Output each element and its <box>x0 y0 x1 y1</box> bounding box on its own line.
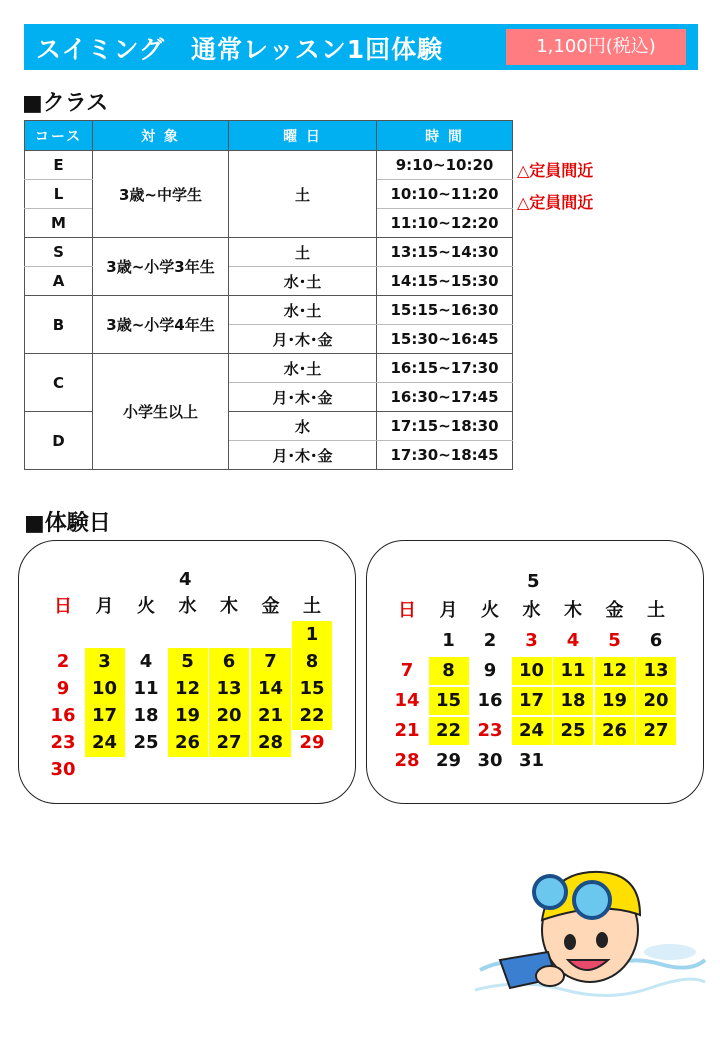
header-target: 対 象 <box>93 121 229 151</box>
table-row <box>25 238 513 267</box>
weekday-header: 日 <box>398 600 416 621</box>
day-cell: 月･木･金 <box>229 325 377 354</box>
calendar-day: 4 <box>566 630 580 651</box>
weekday-header: 土 <box>647 600 665 621</box>
day-cell: 水･土 <box>229 354 377 383</box>
title-banner <box>24 24 698 70</box>
trial-day: 8 <box>429 657 469 685</box>
course-cell: S <box>25 238 93 267</box>
course-cell: M <box>25 209 93 238</box>
time-cell: 16:30~17:45 <box>377 383 513 412</box>
trial-day: 24 <box>85 729 125 757</box>
trial-day: 17 <box>85 702 125 730</box>
weekday-header: 火 <box>137 596 155 617</box>
trial-day: 15 <box>292 675 332 703</box>
trial-day: 27 <box>209 729 249 757</box>
calendar-day: 16 <box>50 705 76 726</box>
calendar-day: 25 <box>133 732 159 753</box>
weekday-header: 日 <box>54 596 72 617</box>
trial-day: 12 <box>595 657 635 685</box>
trial-day: 28 <box>251 729 291 757</box>
trial-section-heading: ■体験日 <box>24 511 111 536</box>
day-cell: 月･木･金 <box>229 441 377 470</box>
price-badge: 1,100円(税込) <box>506 29 686 65</box>
class-section-heading: ■クラス <box>22 91 109 116</box>
calendar-day: 29 <box>435 750 462 771</box>
calendar-day: 14 <box>394 690 420 711</box>
header-course: コース <box>25 121 93 151</box>
trial-day: 18 <box>553 687 593 715</box>
target-cell: 3歳~小学3年生 <box>93 238 229 296</box>
calendar-april <box>18 540 356 804</box>
trial-day: 26 <box>168 729 208 757</box>
calendar-day: 9 <box>483 660 497 681</box>
trial-day: 20 <box>636 687 676 715</box>
calendar-day: 9 <box>56 678 70 699</box>
capacity-note: △定員間近 <box>517 193 594 212</box>
table-row <box>25 296 513 325</box>
weekday-header: 月 <box>439 600 458 621</box>
goggles-icon <box>534 876 566 908</box>
trial-day: 13 <box>209 675 249 703</box>
time-cell: 14:15~15:30 <box>377 267 513 296</box>
calendar-day: 21 <box>394 720 420 741</box>
course-cell: E <box>25 151 93 180</box>
trial-day: 12 <box>168 675 208 703</box>
header-time: 時 間 <box>377 121 513 151</box>
calendar-day: 3 <box>525 630 538 651</box>
table-row <box>25 151 513 180</box>
calendar-day: 16 <box>477 690 503 711</box>
calendar-day: 4 <box>139 651 153 672</box>
swimmer-mascot-illustration <box>470 860 710 1020</box>
calendar-day: 7 <box>400 660 414 681</box>
day-cell: 水･土 <box>229 267 377 296</box>
trial-day: 7 <box>251 648 291 676</box>
weekday-header: 金 <box>261 596 280 617</box>
table-row <box>25 354 513 383</box>
calendar-day: 28 <box>394 750 420 771</box>
table-header-row <box>25 121 513 151</box>
time-cell: 13:15~14:30 <box>377 238 513 267</box>
time-cell: 10:10~11:20 <box>377 180 513 209</box>
weekday-header: 火 <box>481 600 499 621</box>
day-cell: 土 <box>229 151 377 238</box>
swimmer-eye <box>564 934 576 950</box>
weekday-header: 水 <box>178 596 197 617</box>
course-cell: D <box>25 412 93 470</box>
day-cell: 水･土 <box>229 296 377 325</box>
trial-day: 25 <box>553 717 593 745</box>
water-splash <box>644 944 696 960</box>
class-table <box>24 120 513 470</box>
weekday-header: 月 <box>95 596 114 617</box>
trial-day: 26 <box>595 717 635 745</box>
calendar-day: 18 <box>133 705 159 726</box>
time-cell: 9:10~10:20 <box>377 151 513 180</box>
calendar-day: 2 <box>483 630 497 651</box>
trial-day: 20 <box>209 702 249 730</box>
trial-day: 15 <box>429 687 469 715</box>
course-cell: B <box>25 296 93 354</box>
goggles-icon <box>574 882 610 918</box>
weekday-header: 土 <box>303 596 321 617</box>
day-cell: 月･木･金 <box>229 383 377 412</box>
calendar-day: 11 <box>133 678 159 699</box>
swimmer-hand <box>536 966 564 986</box>
course-cell: A <box>25 267 93 296</box>
course-cell: L <box>25 180 93 209</box>
calendar-day: 6 <box>649 630 663 651</box>
page-title: スイミング 通常レッスン1回体験 <box>36 35 444 64</box>
trial-day: 8 <box>292 648 332 676</box>
time-cell: 11:10~12:20 <box>377 209 513 238</box>
time-cell: 15:30~16:45 <box>377 325 513 354</box>
trial-day: 10 <box>512 657 552 685</box>
weekday-header: 木 <box>564 600 582 621</box>
trial-day: 5 <box>168 648 208 676</box>
trial-day: 27 <box>636 717 676 745</box>
trial-day: 11 <box>553 657 593 685</box>
trial-day: 17 <box>512 687 552 715</box>
calendar-day: 5 <box>608 630 621 651</box>
capacity-note: △定員間近 <box>517 161 594 180</box>
trial-day: 3 <box>85 648 125 676</box>
trial-day: 24 <box>512 717 552 745</box>
calendar-month-label: 5 <box>527 571 540 592</box>
trial-day: 6 <box>209 648 249 676</box>
day-cell: 水 <box>229 412 377 441</box>
course-cell: C <box>25 354 93 412</box>
header-day: 曜 日 <box>229 121 377 151</box>
trial-day: 22 <box>292 702 332 730</box>
trial-day: 13 <box>636 657 676 685</box>
calendar-may <box>366 540 704 804</box>
trial-day: 1 <box>292 621 332 649</box>
swimmer-eye <box>596 932 608 948</box>
target-cell: 3歳~小学4年生 <box>93 296 229 354</box>
calendar-day: 1 <box>442 630 455 651</box>
time-cell: 15:15~16:30 <box>377 296 513 325</box>
target-cell: 3歳~中学生 <box>93 151 229 238</box>
calendar-day: 29 <box>299 732 325 753</box>
calendar-month-label: 4 <box>179 569 192 590</box>
trial-day: 22 <box>429 717 469 745</box>
time-cell: 17:15~18:30 <box>377 412 513 441</box>
time-cell: 17:30~18:45 <box>377 441 513 470</box>
weekday-header: 金 <box>605 600 624 621</box>
calendar-day: 2 <box>56 651 70 672</box>
weekday-header: 木 <box>220 596 238 617</box>
weekday-header: 水 <box>522 600 541 621</box>
trial-day: 19 <box>168 702 208 730</box>
calendar-day: 23 <box>477 720 503 741</box>
trial-day: 19 <box>595 687 635 715</box>
trial-day: 14 <box>251 675 291 703</box>
target-cell: 小学生以上 <box>93 354 229 470</box>
trial-day: 21 <box>251 702 291 730</box>
trial-day: 10 <box>85 675 125 703</box>
calendar-day: 30 <box>50 759 76 780</box>
calendar-day: 23 <box>50 732 76 753</box>
calendar-day: 31 <box>518 750 545 771</box>
time-cell: 16:15~17:30 <box>377 354 513 383</box>
day-cell: 土 <box>229 238 377 267</box>
calendar-day: 30 <box>477 750 503 771</box>
